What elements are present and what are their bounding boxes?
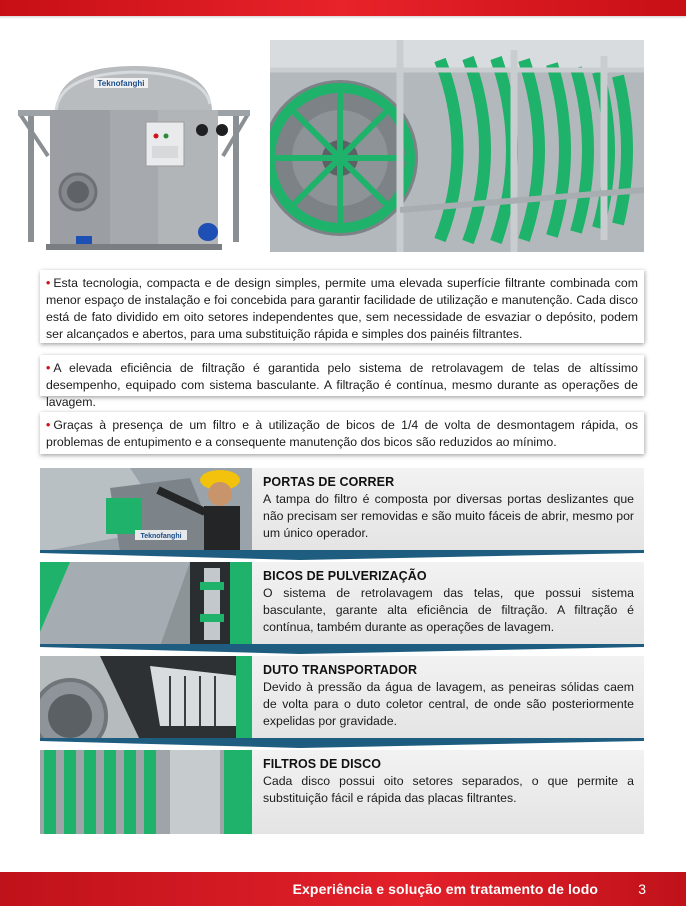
feature-text: A tampa do filtro é composta por diversas portas deslizantes que não precisam ser removidas e são muito fáceis de abrir, mesmo por um único operador.: [263, 492, 634, 540]
feature-title: BICOS DE PULVERIZAÇÃO: [263, 569, 427, 583]
top-red-bar: [0, 0, 686, 16]
conveyor-duct-card: [252, 656, 644, 740]
door-brand-label: Teknofanghi: [140, 533, 182, 540]
section-divider: [40, 644, 644, 654]
feature-text: Cada disco possui oito setores separados, o que permite a substituição fácil e rápida das placas filtrantes.: [263, 774, 634, 805]
disc-filter-machine-photo: [18, 44, 250, 252]
sliding-doors-photo: [40, 468, 252, 552]
spray-nozzles-photo: [40, 562, 252, 646]
section-divider: [40, 550, 644, 560]
spray-nozzles-card: [252, 562, 644, 646]
feature-conveyor-duct: [40, 656, 644, 740]
feature-title: PORTAS DE CORRER: [263, 475, 395, 489]
bullet-text: Graças à presença de um filtro e à utilização de bicos de 1/4 de volta de desmontagem rápida, os problemas de entupimento e a consequente manutenção dos bicos são reduzidos ao mínimo.: [46, 418, 638, 449]
page-number: 3: [638, 881, 646, 897]
feature-disc-filters: [40, 750, 644, 834]
machine-brand-label: Teknofanghi: [97, 79, 145, 88]
feature-spray-nozzles: [40, 562, 644, 646]
section-divider: [40, 738, 644, 748]
bullet-text: A elevada eficiência de filtração é garantida pelo sistema de retrolavagem de telas de altíssimo desempenho, equipado com sistema basculante. A filtração é contínua, mesmo durante as operações de lavagem.: [46, 361, 638, 409]
feature-title: DUTO TRANSPORTADOR: [263, 663, 418, 677]
footer-slogan: Experiência e solução em tratamento de lodo: [292, 881, 598, 897]
disc-filter-internal-photo: [270, 40, 644, 252]
feature-title: FILTROS DE DISCO: [263, 757, 382, 771]
feature-bullet-filtration-efficiency: • A elevada eficiência de filtração é garantida pelo sistema de retrolavagem de telas de altíssimo desempenho, equipado com sistema basculante. A filtração é contínua, mesmo durante as operações de lavagem.: [40, 355, 644, 396]
footer-bar: [0, 872, 686, 906]
feature-bullet-compact-design: • Esta tecnologia, compacta e de design simples, permite uma elevada superfície filtrante combinada com menor espaço de instalação e foi concebida para garantir facilidade de utilização e manutenção. Cada disco está de fato dividido em oito setores independentes que, sem necessidade de esvaziar o depósito, podem ser alcançados e abertos, para uma substituição rápida e simples dos painéis filtrantes.: [40, 270, 644, 343]
feature-text: Devido à pressão da água de lavagem, as peneiras sólidas caem de volta para o duto coletor central, de onde são posteriormente expelidas por gravidade.: [263, 680, 634, 728]
conveyor-duct-photo: [40, 656, 252, 740]
feature-sliding-doors: [40, 468, 644, 552]
disc-filters-card: [252, 750, 644, 834]
feature-text: O sistema de retrolavagem das telas, que possui sistema basculante, garante alta eficiência de filtração. A filtração é contínua, também durante as operações de lavagem.: [263, 586, 634, 634]
sliding-doors-card: [252, 468, 644, 552]
feature-bullet-nozzles: • Graças à presença de um filtro e à utilização de bicos de 1/4 de volta de desmontagem rápida, os problemas de entupimento e a consequente manutenção dos bicos são reduzidos ao mínimo.: [40, 412, 644, 454]
bullet-text: Esta tecnologia, compacta e de design simples, permite uma elevada superfície filtrante combinada com menor espaço de instalação e foi concebida para garantir facilidade de utilização e manutenção. Cada disco está de fato dividido em oito setores independentes que, sem necessidade de esvaziar o depósito, podem ser alcançados e abertos, para uma substituição rápida e simples dos painéis filtrantes.: [46, 276, 638, 341]
disc-filters-photo: [40, 750, 252, 834]
